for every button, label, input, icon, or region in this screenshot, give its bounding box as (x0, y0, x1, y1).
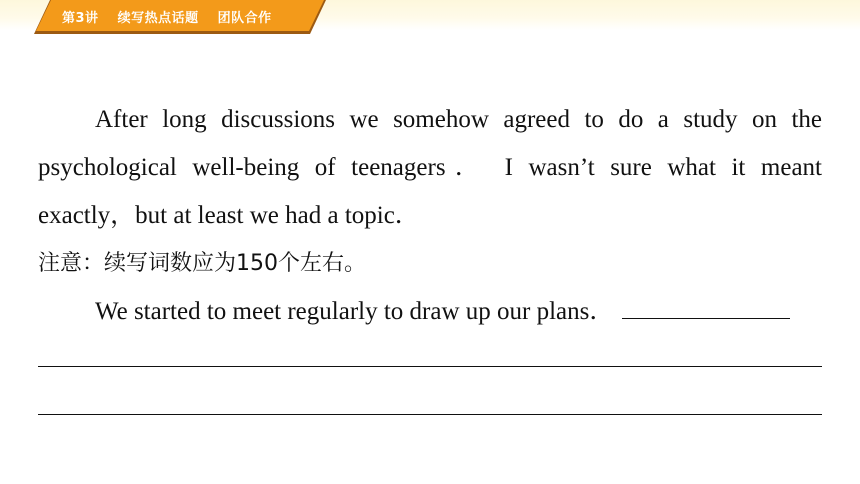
header-title (62, 7, 286, 26)
passage-line-2: psychological well-being of teenagers． I wasn’t sure what it meant (38, 154, 822, 181)
continuation-line (38, 288, 822, 336)
answer-line-2[interactable] (38, 384, 822, 432)
exercise-content (38, 96, 822, 432)
word-count-note: 注意：续写词数应为150个左右。 (38, 251, 366, 276)
lecture-subtopic: 团队合作 (217, 11, 272, 26)
answer-blank-inline[interactable] (622, 296, 790, 319)
lecture-number: 第3讲 (62, 11, 99, 26)
continuation-opening: We started to meet regularly to draw up our plans． (95, 298, 615, 325)
passage-line-1: After long discussions we somehow agreed to do a study on the (95, 106, 822, 133)
answer-line-1[interactable] (38, 336, 822, 384)
passage-line-3: exactly，but at least we had a topic． (38, 202, 420, 229)
header-tab (34, 0, 326, 34)
lecture-topic: 续写热点话题 (117, 11, 199, 26)
